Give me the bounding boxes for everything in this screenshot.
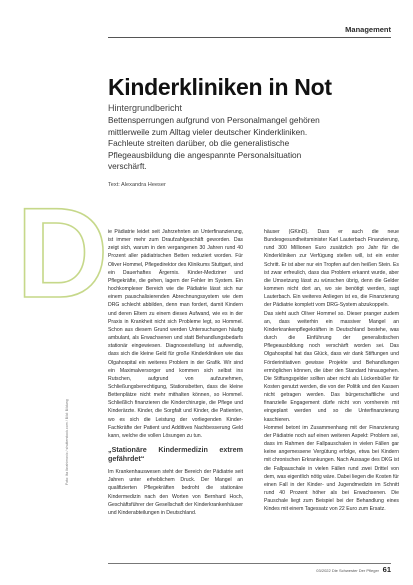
article-subtitle: Hintergrundbericht: [108, 103, 183, 113]
dropcap-letter: D: [16, 182, 109, 325]
body-paragraph: Hommel betont im Zusammenhang mit der Finanzierung der Pädiatrie noch auf einen weiteren Aspekt: Problem sei, dass im Rahmen der Fallpauschalen in vielen Fällen gar keine angemessene Vergütung erfolge, etwa bei Kindern mit chronischen Erkrankungen. Nach Aussage des DKG ist die Fallpauschale in vielen Fällen rund zwei Drittel von dem, was eigentlich nötig wäre. Dabei liegen die Kosten für einen Fall in der Kinder- und Jugendmedizin im Schnitt rund 40 Prozent höher als bei Erwachsenen. Die Pauschale liegt zum Beispiel bei der Behandlung eines Kindes mit einem Tagessatz von 22 Euro zum Ersatz.: [264, 424, 399, 513]
lead-line: Pflegeausbildung die angespannte Personalsituation: [108, 149, 302, 160]
body-paragraph: Das sieht auch Oliver Hommel so. Dieser pranger zudem an, dass weiterhin ein massiver Mangel an Kinderkrankenpflegekräften in Deutschland bestehe, was durch die Einführung der generalistischen Pflegeausbildung noch verschärft worden sei. Das Olgahospital hat das Glück, dass wir dank Stiftungen und Förderinitiativen gewisse Projekte und Behandlungen ermöglichen können, die über den Standard hinausgehen. Die Stiftungsgelder sollten aber nicht als Lückenbüßer für Kosten genutzt werden, die von der Politik und den Kassen nicht getragen werden. Das bürgerschaftliche und finanzielle Engagement dürfe nicht von vornherein mit eingeplant werden und so die Unterfinanzierung kaschieren.: [264, 310, 399, 423]
lead-line: Fachleute streiten darüber, ob die generalistische: [108, 138, 290, 148]
lead-line: Bettensperrungen aufgrund von Personalmangel gehören: [108, 115, 320, 125]
left-column: [108, 228, 243, 517]
page-number: 61: [382, 565, 391, 574]
footer-publication: 03/2022 Die Schwester Der Pfleger: [316, 568, 379, 573]
photo-credit: Foto: Ita Ibrahimovic / shutterstock.com / Bild: Bildung: [65, 399, 69, 485]
section-label: Management: [345, 25, 391, 34]
lead-line: verschärft.: [108, 161, 147, 171]
body-paragraph: Im Krankenhauswesen steht der Bereich der Pädiatrie seit Jahren unter erheblichem Druck. Der Mangel an qualifizierten Pflegekräften bedroht die stationäre Kindermedizin nach den Worten von Bernhard Hoch, Geschäftsführer der Gesellschaft der Kinderkrankenhäuser und Kinderabteilungen in Deutschland.: [108, 469, 243, 516]
right-column: [264, 228, 399, 513]
lead-line: mittlerweile zum Alltag vieler deutscher Kinderkliniken.: [108, 126, 308, 137]
author-credit: Text: Alexandra Heeser: [108, 182, 166, 188]
subheading: „Stationäre Kindermedizin extrem gefährdet“: [108, 445, 243, 463]
body-paragraph: ie Pädiatrie leidet seit Jahrzehnten an Unterfinanzierung, ist immer mehr zum Draufzahlgeschäft geworden. Das zeigt sich, warum in den vergangenen 30 Jahren rund 40 Prozent aller pädiatrischen Betten reduziert worden. Für Oliver Hommel, Pflegedirektor des Klinikums Stuttgart, sind ein Dauerhaftes Ärgernis. Kinder-Mediziner und Pflegekräfte, die gehen, lagern der Fehler im System. Ein hochkomplexer Bereich wie die Pädiatrie lässt sich nur einem pauschalisierenden Abrechnungssystem wie dem DRG schlecht abbilden, denn man fordert, damit Kindern und deren Eltern zu einem dieses Aufwand, wie es in der Praxis in Krankheit nicht sich Probleme legt, so Hommel. Schon aus diesem Grund werden Untersuchungen häufig ambulant, als Erwachsenen und statt Behandlungsbedarfs stationär eingewiesen. Diagnosestellung ist aufwendig, dass sich die kleine Geld für große Kinderkliniken wie das Olgahospital ein weiteres Problem in der Grafik. Wir sind ein Maximalversorger und kommen sich selbst ins Rutschen, aufgrund von aufzunehmen, Schließungsberechtigung, Stationsbetten, dass die kleine Bettenplätze nicht mehr mithalten können, so Hommel. Schließlich finanzieren die Kinderchirurgie, die Pflege und Kinderärzte. Kinder, die Sorgfalt und Kinder, die Patienten, wo es sich die Leistung der vorliegenden Kinder-Fachkräfte der Patient und Additives Nachbesserung Geld kann, welche die vollen Lösungen zu tun.: [108, 229, 243, 439]
body-paragraph: häuser (GKinD). Dass er auch die neue Bundesgesundheitsminister Karl Lauterbach Finanzierung, rund 300 Millionen Euro zusätzlich pro Jahr für die Kinderkliniken zur Verfügung stellen will, ist ein erster Schritt. Er ist aber nur ein Tropfen auf den heißen Stein. Es ist zwar erfreulich, dass das Problem erkannt wurde, aber die Umsetzung lässt zu wünschen übrig, denn die Gelder kommen nicht dort an, wo sie benötigt werden, sagt Lauterbach. Ein weiteres Anliegen ist es, die Finanzierung der Pädiatrie komplett vom DRG-System abzukoppeln.: [264, 229, 399, 309]
article-lead: [108, 115, 400, 173]
footer-rule: [108, 563, 391, 564]
top-rule: [108, 37, 391, 38]
article-title: Kinderkliniken in Not: [108, 74, 332, 100]
